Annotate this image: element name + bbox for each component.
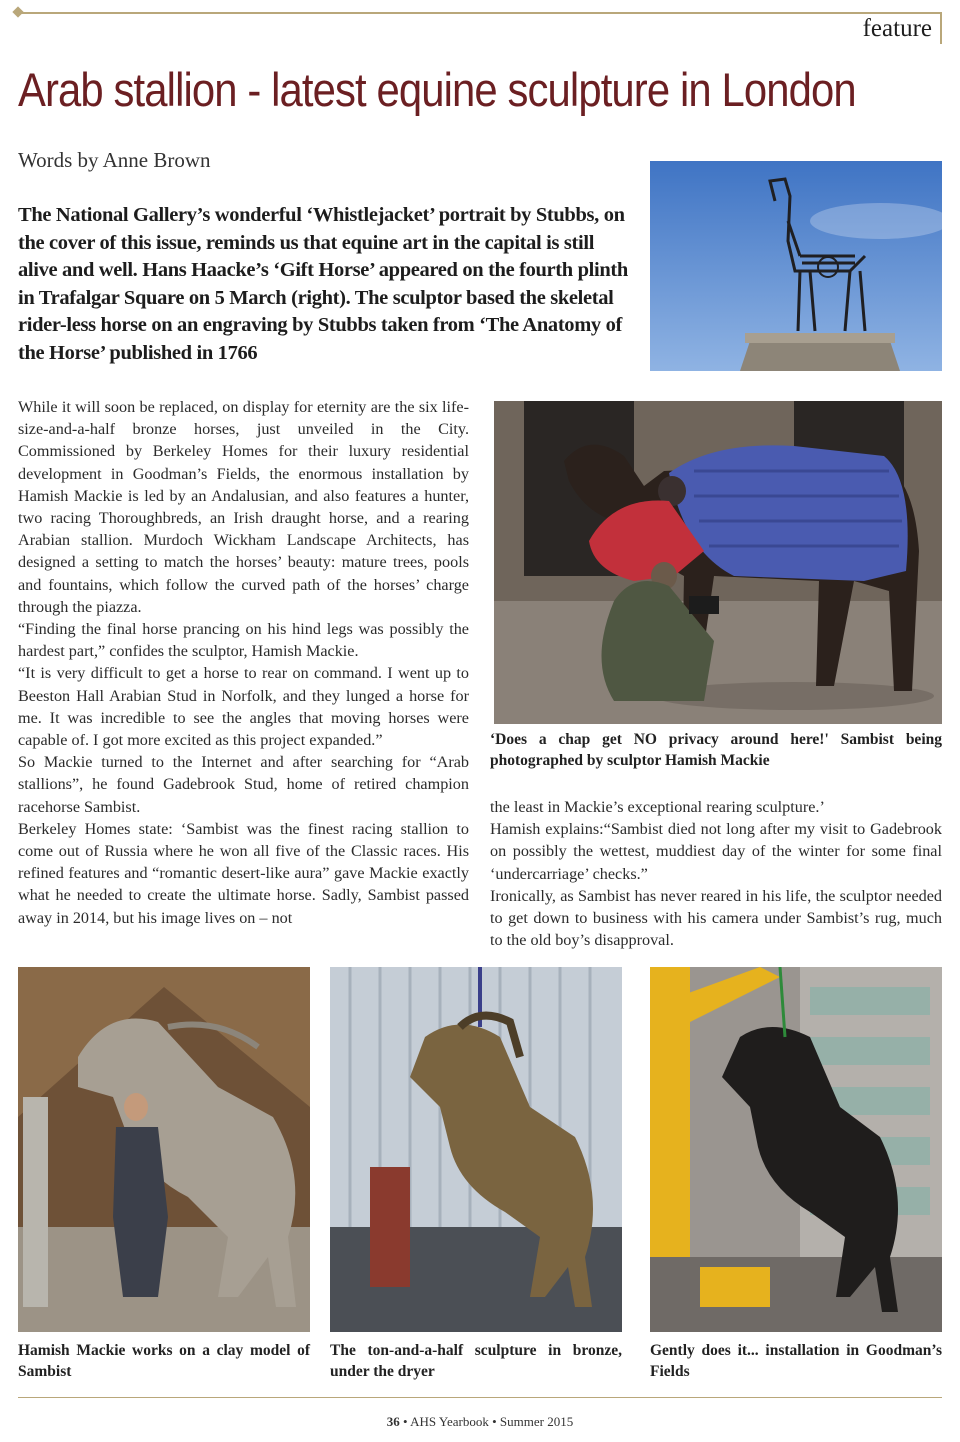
caption-bronze-photo: The ton-and-a-half sculpture in bronze, under the dryer: [330, 1342, 622, 1380]
header-rule-end: [940, 12, 942, 44]
clay-model-photo: [18, 967, 310, 1332]
bronze-sculpture-photo: [330, 967, 622, 1332]
sambist-rug-photo: [494, 401, 942, 724]
page-footer: [0, 1414, 960, 1430]
body-paragraph: “It is very difficult to get a horse to rear on command. I went up to Beeston Hall Arabian Stud in Norfolk, and they lunged a horse for me. It was incredible to see the angles that moving horses were capable of. I got more excited as this project expanded.”: [18, 664, 469, 750]
footer-rule: [18, 1397, 942, 1398]
page-title: Arab stallion - latest equine sculpture in London: [18, 63, 856, 116]
body-paragraph: While it will soon be replaced, on display for eternity are the six life-size-and-a-half bronze horses, just unveiled in the City. Commissioned by Berkeley Homes for their luxury residential development in Goodman’s Fields, the enormous installation by Hamish Mackie is led by an Andalusian, and also features a hunter, two racing Thoroughbreds, an Irish draught horse, and a rearing Arabian stallion. Murdoch Wickham Landscape Architects, has designed a setting to match the horses’ beauty: mature trees, pools and fountains, which follow the curved path of the horses’ charge through the piazza.: [18, 398, 469, 616]
byline: Words by Anne Brown: [18, 148, 211, 172]
publication-info: • AHS Yearbook • Summer 2015: [403, 1414, 574, 1429]
page-number: 36: [386, 1414, 400, 1429]
body-column-left: [18, 396, 469, 956]
body-paragraph: So Mackie turned to the Internet and after searching for “Arab stallions”, he found Gadebrook Stud, home of retired champion racehorse Sambist.: [18, 753, 469, 816]
header-rule: [18, 12, 942, 14]
header-diamond-ornament: [12, 6, 23, 17]
caption-clay-photo: Hamish Mackie works on a clay model of Sambist: [18, 1342, 310, 1380]
gift-horse-photo: [650, 161, 942, 371]
body-paragraph: the least in Mackie’s exceptional rearing sculpture.’: [490, 798, 825, 816]
body-paragraph: “Finding the final horse prancing on his hind legs was possibly the hardest part,” confides the sculptor, Hamish Mackie.: [18, 620, 469, 661]
intro-paragraph: The National Gallery’s wonderful ‘Whistlejacket’ portrait by Stubbs, on the cover of this issue, reminds us that equine art in the capital is still alive and well. Hans Haacke’s ‘Gift Horse’ appeared on the fourth plinth in Trafalgar Square on 5 March (right). The sculptor based the skeletal rider-less horse on an engraving by Stubbs taken from ‘The Anatomy of the Horse’ published in 1766: [18, 204, 628, 364]
section-label: feature: [862, 15, 932, 42]
installation-photo: [650, 967, 942, 1332]
body-paragraph: Ironically, as Sambist has never reared in his life, the sculptor needed to get down to business with his camera under Sambist’s rug, much to the old boy’s disapproval.: [490, 886, 942, 950]
body-paragraph: Hamish explains:“Sambist died not long after my visit to Gadebrook on possibly the wettest, muddiest day of the winter for some final ‘undercarriage’ checks.”: [490, 820, 942, 883]
body-column-right: [490, 796, 942, 956]
body-paragraph: Berkeley Homes state: ‘Sambist was the finest racing stallion to come out of Russia where he won all five of the Classic races. His refined features and “romantic desert-like aura” gave Mackie exactly what he needed to create the ultimate horse. Sadly, Sambist passed away in 2014, but his image lives on – not: [18, 819, 469, 927]
caption-rug-photo: ‘Does a chap get NO privacy around here!' Sambist being photographed by sculptor Hamish Mackie: [490, 731, 942, 769]
caption-installation-photo: Gently does it... installation in Goodman’s Fields: [650, 1342, 942, 1380]
